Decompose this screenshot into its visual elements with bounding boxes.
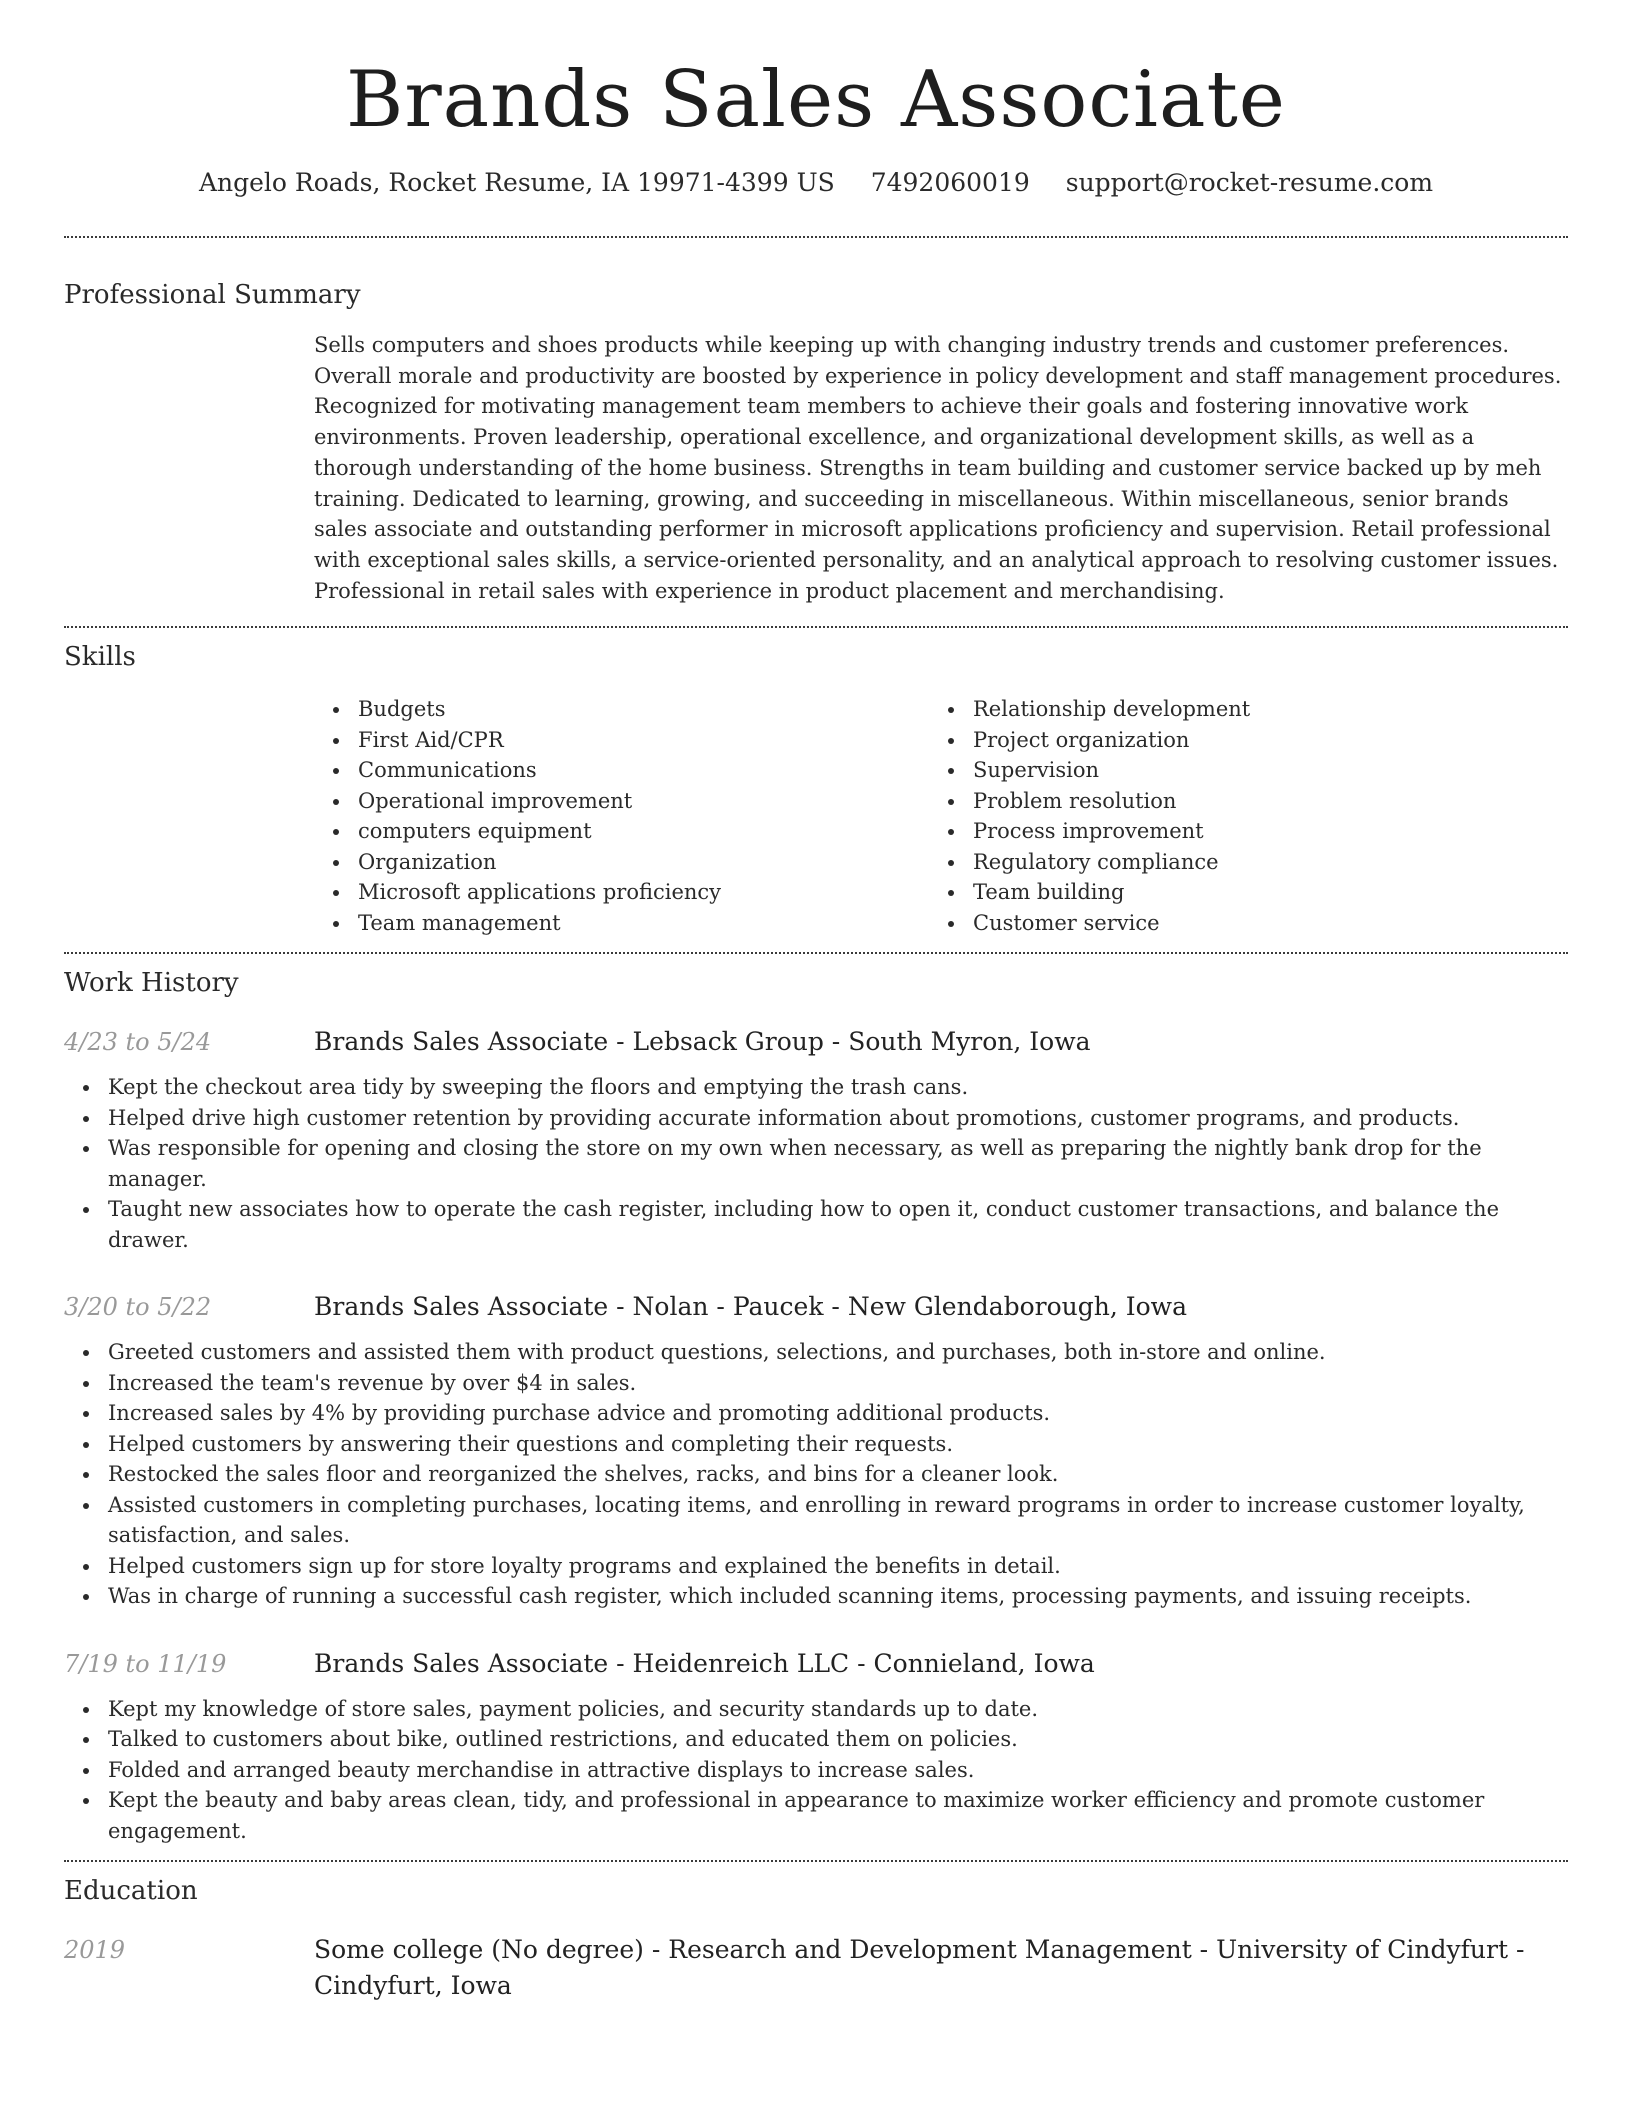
skill-item: Communications [314,755,929,786]
work-section [64,966,1568,1846]
skill-item: Problem resolution [929,786,1544,817]
duty-item: Helped drive high customer retention by providing accurate information about promotions, customer programs, and products. [64,1103,1568,1134]
education-date: 2019 [64,1936,126,1965]
job-entry [64,1024,1568,1255]
duty-item: Taught new associates how to operate the cash register, including how to open it, conduct customer transactions, and balance the drawer. [64,1194,1568,1255]
duty-item: Kept the checkout area tidy by sweeping the floors and emptying the trash cans. [64,1072,1568,1103]
divider [64,626,1568,628]
job-duties [64,1337,1568,1612]
duty-item: Helped customers by answering their questions and completing their requests. [64,1429,1568,1460]
contact-address: Angelo Roads, Rocket Resume, IA 19971-4399 US [198,168,835,197]
summary-section [64,278,1568,606]
duty-item: Increased sales by 4% by providing purchase advice and promoting additional products. [64,1398,1568,1429]
job-date: 3/20 to 5/22 [64,1293,212,1322]
summary-text: Sells computers and shoes products while keeping up with changing industry trends and customer preferences. Overall morale and productivity are boosted by experience in policy development and staff management procedures. Recognized for motivating management team members to achieve their goals and fostering innovative work environments. Proven leadership, operational excellence, and organizational development skills, as well as a thorough understanding of the home business. Strengths in team building and customer service backed up by meh training. Dedicated to learning, growing, and succeeding in miscellaneous. Within miscellaneous, senior brands sales associate and outstanding performer in microsoft applications proficiency and supervision. Retail professional with exceptional sales skills, a service-oriented personality, and an analytical approach to resolving customer issues. Professional in retail sales with experience in product placement and merchandising. [314,333,1562,603]
job-entry [64,1646,1568,1847]
duty-item: Talked to customers about bike, outlined restrictions, and educated them on policies. [64,1724,1568,1755]
contact-email[interactable]: support@rocket-resume.com [1065,168,1434,197]
duty-item: Restocked the sales floor and reorganized the shelves, racks, and bins for a cleaner look. [64,1459,1568,1490]
duty-item: Kept my knowledge of store sales, payment policies, and security standards up to date. [64,1694,1568,1725]
skill-item: Budgets [314,694,929,725]
skill-item: Microsoft applications proficiency [314,877,929,908]
job-header [64,1024,1568,1060]
skill-item: Customer service [929,908,1544,939]
skills-list-right [929,694,1544,938]
education-text: Some college (No degree) - Research and Development Management - University of Cindyfurt - Cindyfurt, Iowa [314,1935,1525,2001]
skills-columns [314,694,1568,938]
skills-section [64,640,1568,938]
work-title: Work History [64,968,239,999]
duty-item: Helped customers sign up for store loyalty programs and explained the benefits in detail. [64,1551,1568,1582]
duty-item: Increased the team's revenue by over $4 in sales. [64,1368,1568,1399]
skill-item: Process improvement [929,816,1544,847]
skill-item: Team management [314,908,929,939]
duty-item: Was responsible for opening and closing the store on my own when necessary, as well as preparing the nightly bank drop for the manager. [64,1133,1568,1194]
job-entry [64,1289,1568,1612]
job-date: 7/19 to 11/19 [64,1649,227,1678]
job-date: 4/23 to 5/24 [64,1028,212,1057]
duty-item: Was in charge of running a successful cash register, which included scanning items, processing payments, and issuing receipts. [64,1581,1568,1612]
job-header [64,1646,1568,1682]
resume-name: Brands Sales Associate [346,55,1286,145]
education-entry [64,1932,1568,2004]
contact-phone: 7492060019 [870,168,1030,197]
job-title: Brands Sales Associate - Nolan - Paucek - New Glendaborough, Iowa [314,1292,1187,1322]
skill-item: Relationship development [929,694,1544,725]
skill-item: computers equipment [314,816,929,847]
duty-item: Folded and arranged beauty merchandise in attractive displays to increase sales. [64,1755,1568,1786]
divider [64,952,1568,954]
duty-item: Kept the beauty and baby areas clean, tidy, and professional in appearance to maximize worker efficiency and promote customer engagement. [64,1785,1568,1846]
job-duties [64,1694,1568,1847]
resume-page [64,0,1568,2112]
job-title: Brands Sales Associate - Lebsack Group - South Myron, Iowa [314,1027,1091,1057]
skill-item: First Aid/CPR [314,725,929,756]
skill-item: Organization [314,847,929,878]
skills-list-left [314,694,929,938]
skill-item: Project organization [929,725,1544,756]
skills-title: Skills [64,642,136,673]
divider [64,1860,1568,1862]
contact-line [64,166,1568,200]
skill-item: Operational improvement [314,786,929,817]
job-header [64,1289,1568,1325]
education-header [64,1932,1568,2004]
education-title: Education [64,1876,198,1907]
duty-item: Greeted customers and assisted them with product questions, selections, and purchases, both in-store and online. [64,1337,1568,1368]
skill-item: Regulatory compliance [929,847,1544,878]
duty-item: Assisted customers in completing purchases, locating items, and enrolling in reward programs in order to increase customer loyalty, satisfaction, and sales. [64,1490,1568,1551]
education-section [64,1874,1568,2004]
divider [64,236,1568,238]
job-duties [64,1072,1568,1255]
job-title: Brands Sales Associate - Heidenreich LLC - Connieland, Iowa [314,1648,1095,1678]
summary-title: Professional Summary [64,280,361,310]
skill-item: Team building [929,877,1544,908]
skill-item: Supervision [929,755,1544,786]
